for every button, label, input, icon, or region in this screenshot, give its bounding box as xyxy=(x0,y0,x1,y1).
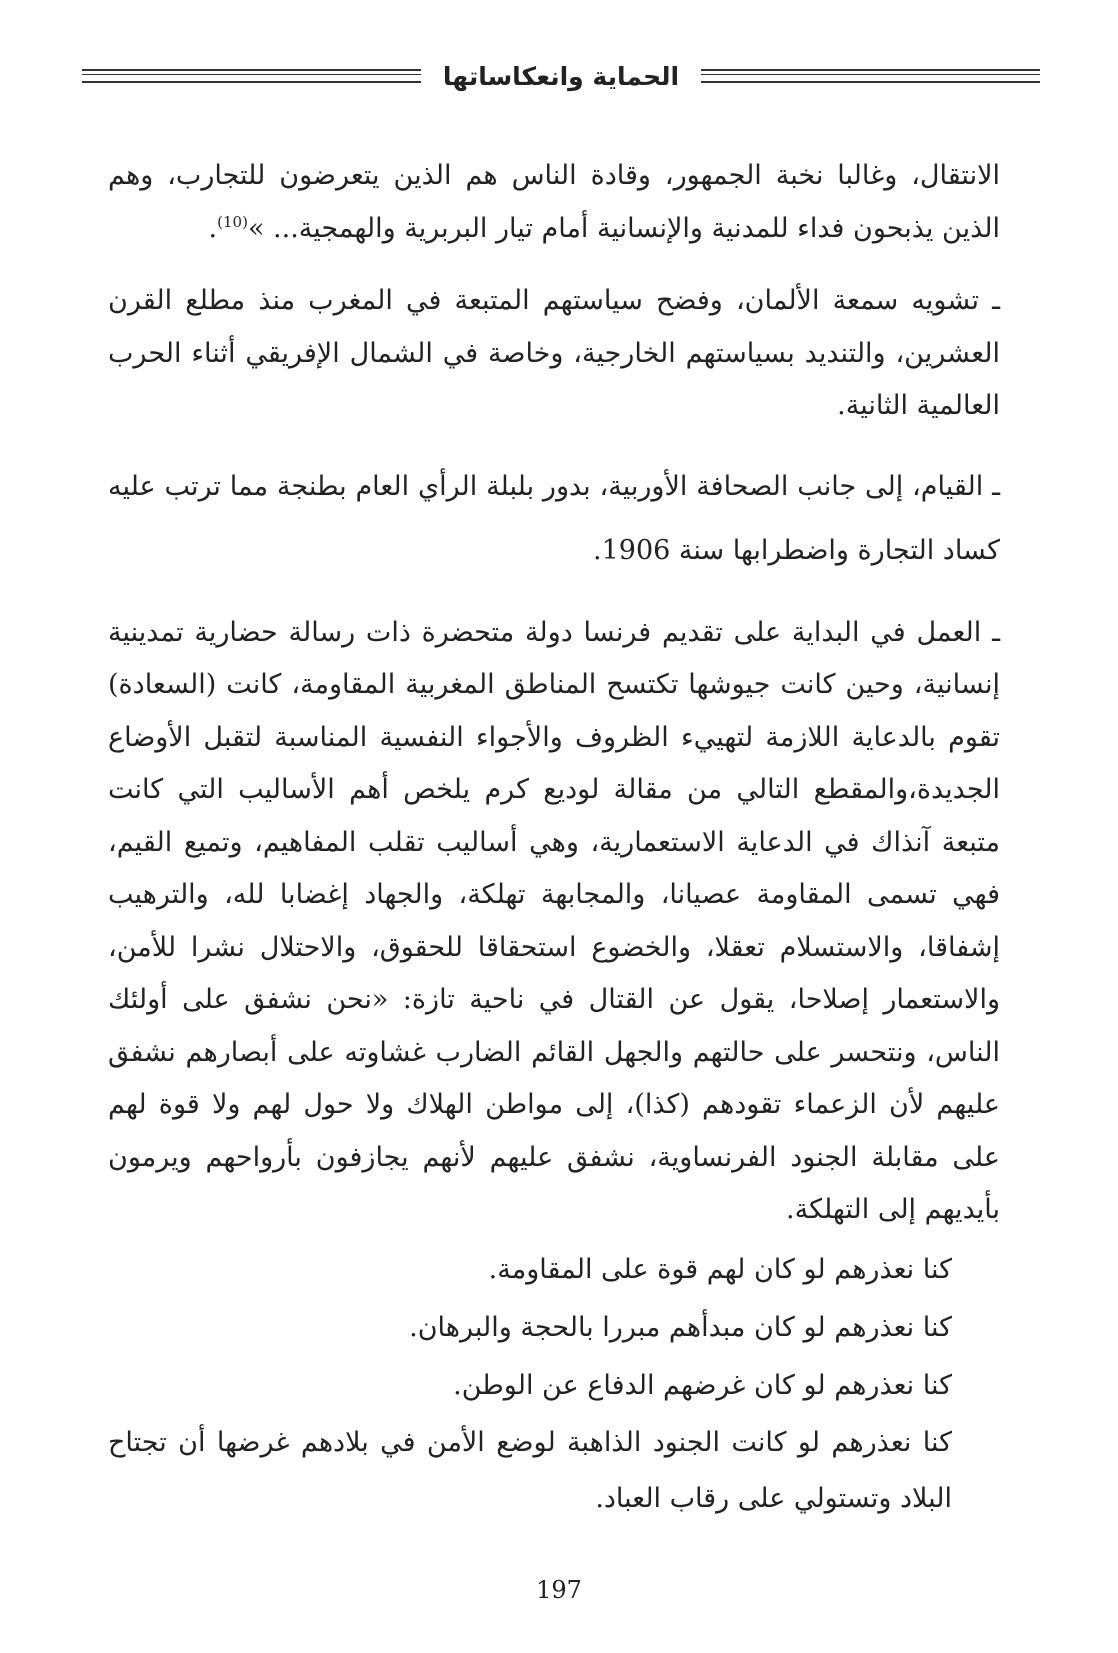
quote-line-2: كنا نعذرهم لو كان مبدأهم مبررا بالحجة والبرهان. xyxy=(409,1311,952,1343)
paragraph-1-end: . xyxy=(208,212,218,244)
header-title: الحماية وانعكاساتها xyxy=(442,61,680,91)
page-number: 197 xyxy=(536,1576,582,1604)
quote-line-4: كنا نعذرهم لو كانت الجنود الذاهبة لوضع الأمن في بلادهم غرضها أن تجتاح البلاد وتستولي على رقاب العباد. xyxy=(108,1426,952,1514)
paragraph-1 xyxy=(108,150,1000,255)
quote-line-3: كنا نعذرهم لو كان غرضهم الدفاع عن الوطن. xyxy=(453,1369,952,1401)
paragraph-2: ـ تشويه سمعة الألمان، وفضح سياستهم المتبعة في المغرب منذ مطلع القرن العشرين، والتنديد بسياستهم الخارجية، وخاصة في الشمال الإفريقي أثناء الحرب العالمية الثانية. xyxy=(108,285,1000,421)
paragraph-3: ـ القيام، إلى جانب الصحافة الأوربية، بدور بلبلة الرأي العام بطنجة مما ترتب عليه كساد التجارة واضطرابها سنة 1906. xyxy=(108,470,1000,566)
quote-line-1: كنا نعذرهم لو كان لهم قوة على المقاومة. xyxy=(488,1253,952,1285)
header-rule-left xyxy=(82,69,421,83)
body-text xyxy=(108,150,1000,1527)
running-header xyxy=(82,56,1040,96)
footnote-reference: (10) xyxy=(217,212,248,231)
paragraph-4: ـ العمل في البداية على تقديم فرنسا دولة متحضرة ذات رسالة حضارية تمدينية إنسانية، وحين كانت جيوشها تكتسح المناطق المغربية المقاومة، كانت (السعادة) تقوم بالدعاية اللازمة لتهييء الظروف والأجواء النفسية المناسبة لتقبل الأوضاع الجديدة،والمقطع التالي من مقالة لوديع كرم يلخص أهم الأساليب التي كانت متبعة آنذاك في الدعاية الاستعمارية، وهي أساليب تقلب المفاهيم، وتميع القيم، فهي تسمى المقاومة عصيانا، والمجابهة تهلكة، والجهاد إغضابا لله، والترهيب إشفاقا، والاستسلام تعقلا، والخضوع استحقاقا للحقوق، والاحتلال نشرا للأمن، والاستعمار إصلاحا، يقول عن القتال في ناحية تازة: «نحن نشفق على أولئك الناس، ونتحسر على حالتهم والجهل القائم الضارب غشاوته على أبصارهم نشفق عليهم لأن الزعماء تقودهم (كذا)، إلى مواطن الهلاك ولا حول لهم ولا قوة لهم على مقابلة الجنود الفرنساوية، نشفق عليهم لأنهم يجازفون بأرواحهم ويرمون بأيديهم إلى التهلكة. xyxy=(108,616,1000,1225)
paragraph-1-text: الانتقال، وغالبا نخبة الجمهور، وقادة الناس هم الذين يتعرضون للتجارب، وهم الذين يذبحون فداء للمدنية والإنسانية أمام تيار البربرية والهمجية... » xyxy=(108,160,1000,244)
header-rule-right xyxy=(701,69,1040,83)
